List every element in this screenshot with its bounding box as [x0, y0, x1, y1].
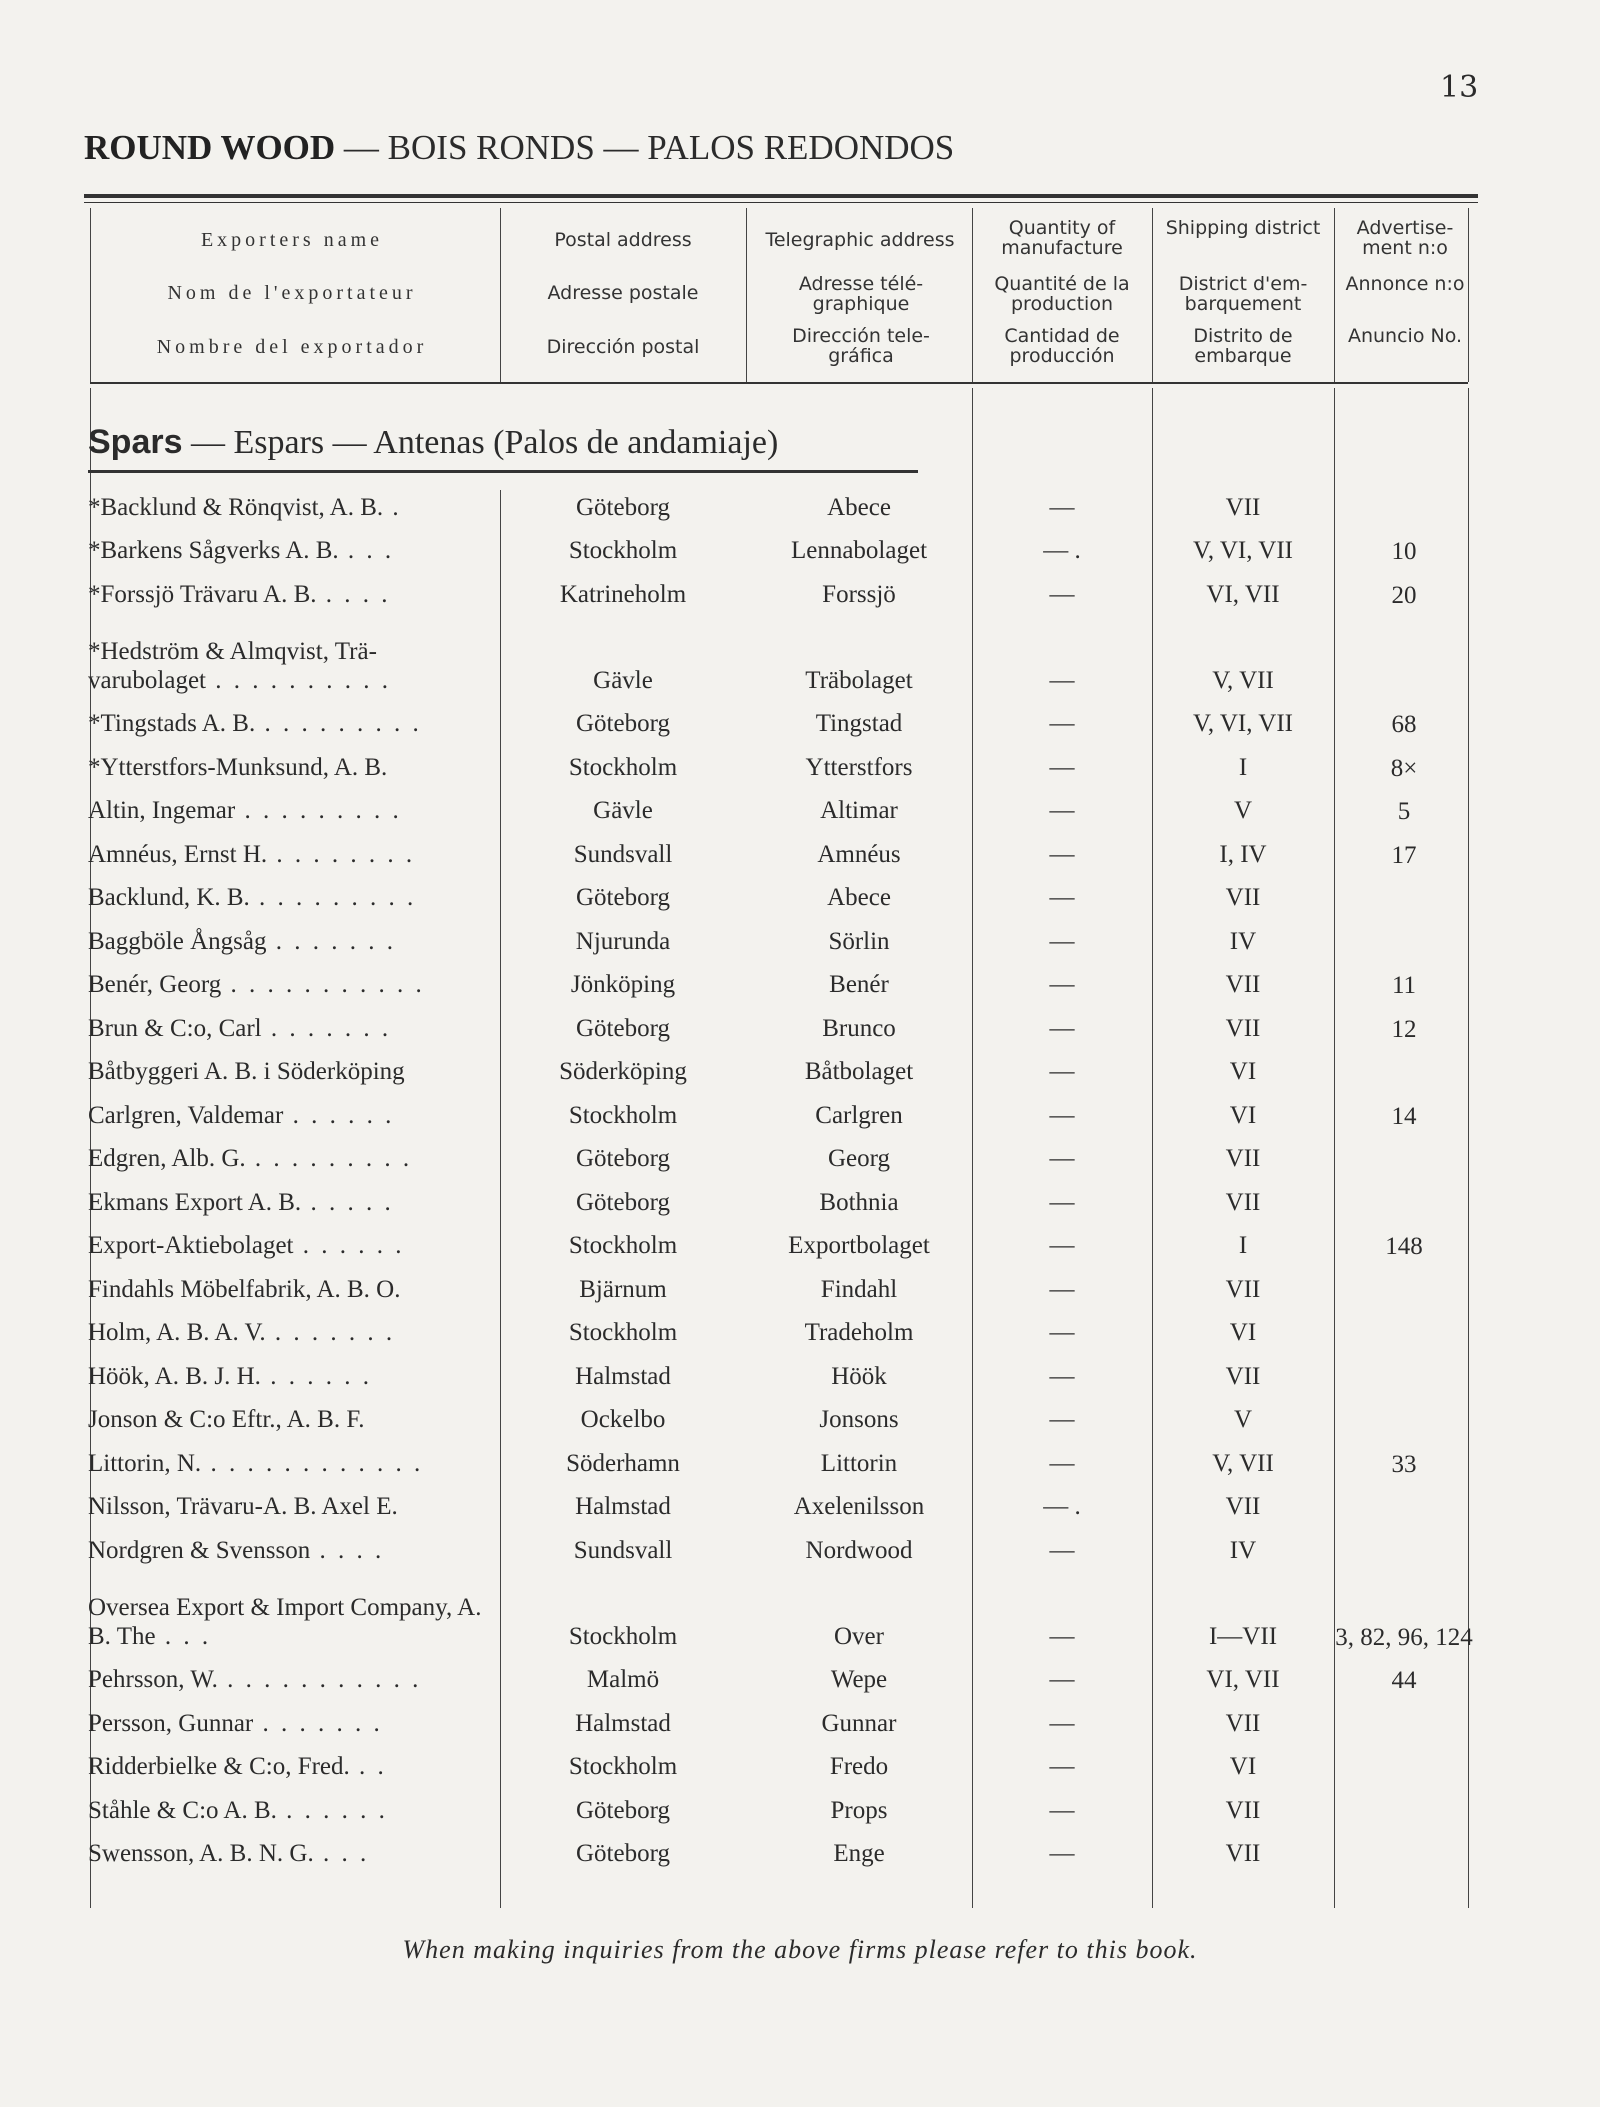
quantity: — — [1049, 580, 1075, 608]
table-row — [0, 1831, 1600, 1875]
telegraphic-address: Abece — [827, 884, 891, 911]
header-exporter-en: Exporters name — [200, 229, 384, 251]
postal-address: Göteborg — [576, 884, 670, 911]
advertisement-number: 17 — [1391, 841, 1417, 869]
postal-address: Gävle — [593, 666, 653, 694]
shipping-district: VII — [1225, 1275, 1261, 1303]
shipping-district: I — [1238, 1232, 1248, 1259]
leader-dots: . . . — [338, 537, 395, 564]
postal-address: Sundsvall — [573, 840, 673, 868]
shipping-district: VII — [1225, 1709, 1261, 1737]
exporter-name-text: Oversea Export & Import Company, A. B. The — [88, 1593, 482, 1650]
postal-address: Halmstad — [575, 1493, 671, 1520]
header-exporter-es: Nombre del exportador — [156, 336, 428, 358]
leader-dots: . . . . . . . . . — [235, 797, 402, 824]
exporter-name — [88, 1014, 488, 1043]
quantity: — — [1049, 710, 1075, 737]
telegraphic-address: Amnéus — [817, 840, 901, 868]
shipping-district: VII — [1225, 1362, 1261, 1390]
postal-address: Stockholm — [568, 537, 678, 564]
exporter-name — [88, 580, 488, 609]
table-row — [0, 1005, 1600, 1049]
telegraphic-address: Bothnia — [819, 1188, 899, 1216]
shipping-district: I — [1238, 753, 1248, 781]
header-divider — [972, 208, 973, 382]
telegraphic-address: Sörlin — [828, 927, 890, 955]
quantity: — — [1049, 493, 1075, 521]
quantity: — — [1049, 1449, 1075, 1477]
exporter-name — [88, 493, 488, 522]
header-quantity-en: Quantity of manufacture — [1001, 217, 1123, 259]
table-row — [0, 528, 1600, 572]
quantity: — — [1049, 1058, 1075, 1085]
telegraphic-address: Gunnar — [821, 1709, 897, 1737]
table-row — [0, 831, 1600, 875]
exporter-name-text: Ståhle & C:o A. B. — [88, 1796, 277, 1824]
page-title — [84, 128, 954, 168]
quantity: — — [1049, 927, 1075, 955]
leader-dots: . . . . . . . . . . . — [221, 971, 425, 998]
top-rule — [84, 194, 1478, 198]
exporter-name-text: *Ytterstfors-Munksund, A. B. — [88, 753, 388, 781]
exporter-name-text: Pehrsson, W. — [88, 1666, 218, 1693]
exporter-name — [88, 637, 488, 695]
leader-dots: . . . . . . — [260, 1362, 372, 1390]
shipping-district: VII — [1225, 884, 1261, 911]
shipping-district: VI — [1229, 1319, 1257, 1346]
advertisement-number: 68 — [1391, 711, 1417, 738]
header-telegraphic-en: Telegraphic address — [765, 229, 955, 251]
telegraphic-address: Jonsons — [819, 1406, 899, 1433]
telegraphic-address: Tradeholm — [804, 1319, 914, 1346]
postal-address: Njurunda — [575, 927, 671, 955]
header-divider — [1334, 208, 1335, 382]
shipping-district: V — [1233, 797, 1253, 824]
exporter-name — [88, 1536, 488, 1565]
quantity: — — [1049, 1362, 1075, 1390]
shipping-district: VI, VII — [1206, 580, 1280, 608]
telegraphic-address: Carlgren — [815, 1101, 903, 1129]
shipping-district: VII — [1225, 1493, 1261, 1520]
exporter-name — [88, 927, 488, 956]
exporter-name-text: *Barkens Sågverks A. B. — [88, 537, 339, 564]
advertisement-number: 44 — [1391, 1667, 1417, 1694]
telegraphic-address: Georg — [827, 1145, 891, 1172]
exporter-name — [88, 1275, 488, 1304]
title-rest: — BOIS RONDS — PALOS REDONDOS — [335, 128, 955, 167]
postal-address: Sundsvall — [573, 1536, 673, 1564]
advertisement-number: 20 — [1391, 581, 1417, 609]
quantity: — . — [1043, 537, 1081, 564]
quantity: — — [1049, 1536, 1075, 1564]
exporter-name — [88, 1796, 488, 1825]
exporter-name-text: Edgren, Alb. G. — [88, 1145, 246, 1172]
advertisement-number: 12 — [1391, 1015, 1417, 1043]
telegraphic-address: Findahl — [820, 1275, 898, 1303]
exporter-name-text: *Backlund & Rönqvist, A. B. — [88, 493, 384, 521]
exporter-name — [88, 1231, 488, 1260]
table-row — [0, 1179, 1600, 1223]
telegraphic-address: Altimar — [820, 797, 898, 824]
title-bold: ROUND WOOD — [84, 128, 336, 167]
header-advert-es: Anuncio No. — [1347, 325, 1463, 347]
telegraphic-address: Lennabolaget — [790, 537, 928, 564]
top-rule-thin — [84, 202, 1478, 203]
exporter-name-text: Backlund, K. B. — [88, 884, 250, 911]
telegraphic-address: Enge — [833, 1840, 885, 1867]
table-row — [0, 1266, 1600, 1310]
header-advert-fr: Annonce n:o — [1345, 273, 1465, 295]
exporter-name-text: Benér, Georg — [88, 971, 222, 998]
shipping-district: V — [1233, 1406, 1253, 1433]
header-telegraphic-es: Dirección tele-gráfica — [792, 325, 930, 367]
telegraphic-address: Littorin — [820, 1449, 898, 1477]
shipping-district: IV — [1229, 1536, 1257, 1564]
exporter-name — [88, 1362, 488, 1391]
advertisement-number: 5 — [1397, 798, 1411, 825]
leader-dots: . . . . . . . . . . — [206, 666, 392, 694]
table-row — [0, 1700, 1600, 1744]
exporter-name — [88, 709, 488, 738]
header-divider — [746, 208, 747, 382]
shipping-district: IV — [1229, 927, 1257, 955]
leader-dots: . . . . . . . — [261, 1014, 392, 1042]
shipping-district: V, VI, VII — [1192, 537, 1293, 564]
leader-dots: . . . . . . . . . — [245, 1145, 413, 1172]
table-row — [0, 615, 1600, 701]
exporter-name — [88, 753, 488, 782]
leader-dots: . . — [349, 1753, 387, 1780]
advertisement-number: 148 — [1385, 1233, 1423, 1260]
leader-dots: . . . — [313, 1840, 370, 1867]
table-row — [0, 1092, 1600, 1136]
exporter-name-text: Baggböle Ångsåg — [88, 927, 267, 955]
advertisement-number: 3, 82, 96, 124 — [1335, 1623, 1473, 1651]
header-bottom-rule — [90, 382, 1468, 384]
exporter-name — [88, 1144, 488, 1173]
telegraphic-address: Brunco — [822, 1014, 896, 1042]
table-row — [0, 788, 1600, 832]
postal-address: Katrineholm — [559, 580, 687, 608]
quantity: — — [1049, 1796, 1075, 1824]
advertisement-number: 10 — [1391, 538, 1417, 565]
shipping-district: VII — [1225, 1796, 1261, 1824]
exporter-name — [88, 1709, 488, 1738]
leader-dots: . . . . . . . — [265, 1319, 396, 1346]
footer-note: When making inquiries from the above firms please refer to this book. — [402, 1935, 1198, 1964]
section-heading-bold: Spars — [88, 423, 183, 461]
leader-dots: . . . — [155, 1622, 212, 1650]
leader-dots: . . . . . . . — [266, 927, 396, 955]
table-row — [0, 1484, 1600, 1528]
postal-address: Göteborg — [576, 1796, 670, 1824]
postal-address: Bjärnum — [579, 1275, 667, 1303]
exporter-name-text: Jonson & C:o Eftr., A. B. F. — [88, 1406, 365, 1433]
exporter-name-text: Findahls Möbelfabrik, A. B. O. — [88, 1275, 401, 1303]
quantity: — — [1049, 1145, 1075, 1172]
header-shipping-en: Shipping district — [1165, 217, 1321, 239]
table-row — [0, 875, 1600, 919]
quantity: — — [1049, 884, 1075, 911]
exporter-name-text: Ridderbielke & C:o, Fred. — [88, 1753, 350, 1780]
shipping-district: V, VI, VII — [1192, 710, 1293, 737]
header-shipping-fr: District d'em-barquement — [1178, 273, 1308, 315]
page-number: 13 — [1440, 70, 1479, 105]
exporter-name-text: Export-Aktiebolaget — [88, 1232, 294, 1259]
leader-dots: . . . . — [310, 1536, 385, 1564]
exporter-name — [88, 796, 488, 825]
exporter-name-text: Persson, Gunnar — [88, 1709, 254, 1737]
exporter-name — [88, 1492, 488, 1521]
table-row — [0, 1440, 1600, 1484]
exporter-name-text: Holm, A. B. A. V. — [88, 1319, 266, 1346]
advertisement-number: 11 — [1391, 972, 1417, 999]
quantity: — — [1049, 1101, 1075, 1129]
exporter-name — [88, 1318, 488, 1347]
exporter-name-text: Brun & C:o, Carl — [88, 1014, 262, 1042]
telegraphic-address: Over — [834, 1622, 884, 1650]
quantity: — — [1049, 1319, 1075, 1346]
quantity: — — [1049, 1275, 1075, 1303]
header-telegraphic-fr: Adresse télé-graphique — [798, 273, 924, 315]
shipping-district: VII — [1225, 971, 1261, 998]
exporter-name-text: Båtbyggeri A. B. i Söderköping — [88, 1058, 405, 1085]
exporter-name-text: Höök, A. B. J. H. — [88, 1362, 261, 1390]
exporter-name — [88, 1188, 488, 1217]
telegraphic-address: Båtbolaget — [804, 1058, 914, 1085]
telegraphic-address: Nordwood — [805, 1536, 913, 1564]
exporter-name — [88, 1665, 488, 1694]
advertisement-number: 8× — [1390, 754, 1418, 782]
exporter-name-text: Swensson, A. B. N. G. — [88, 1840, 314, 1867]
section-heading — [88, 423, 778, 462]
shipping-district: VII — [1225, 1014, 1261, 1042]
quantity: — — [1049, 1709, 1075, 1737]
telegraphic-address: Wepe — [830, 1666, 888, 1693]
postal-address: Stockholm — [568, 1232, 678, 1259]
section-underline — [88, 470, 918, 473]
exporter-name-text: Amnéus, Ernst H. — [88, 840, 268, 868]
shipping-district: VI, VII — [1206, 1666, 1280, 1693]
table-row — [0, 1223, 1600, 1267]
postal-address: Göteborg — [576, 1840, 670, 1867]
postal-address: Stockholm — [568, 753, 678, 781]
quantity: — — [1049, 1406, 1075, 1433]
table-row — [0, 1571, 1600, 1657]
exporter-name-text: *Tingstads A. B. — [88, 710, 256, 737]
postal-address: Göteborg — [576, 1145, 670, 1172]
table-row — [0, 1744, 1600, 1788]
shipping-district: V, VII — [1212, 666, 1274, 694]
exporter-name — [88, 1839, 488, 1868]
postal-address: Halmstad — [575, 1362, 671, 1390]
advertisement-number: 33 — [1391, 1450, 1417, 1478]
leader-dots: . . . . . . — [276, 1796, 388, 1824]
header-advert-en: Advertise-ment n:o — [1356, 217, 1454, 259]
postal-address: Ockelbo — [580, 1406, 666, 1433]
header-divider — [90, 208, 91, 382]
quantity: — — [1049, 1753, 1075, 1780]
postal-address: Malmö — [586, 1666, 660, 1693]
header-quantity-fr: Quantité de la production — [994, 273, 1130, 315]
advertisement-number: 14 — [1391, 1102, 1417, 1130]
exporter-name-text: *Forssjö Trävaru A. B. — [88, 580, 317, 608]
leader-dots: . . . . . . — [293, 1232, 405, 1259]
quantity: — — [1049, 971, 1075, 998]
leader-dots: . . . . . . . . . . . . — [201, 1449, 424, 1477]
postal-address: Stockholm — [568, 1319, 678, 1346]
telegraphic-address: Axelenilsson — [793, 1493, 925, 1520]
shipping-district: I, IV — [1219, 840, 1267, 868]
postal-address: Halmstad — [575, 1709, 671, 1737]
table-row — [0, 962, 1600, 1006]
header-divider — [500, 208, 501, 382]
telegraphic-address: Tingstad — [815, 710, 903, 737]
quantity: — — [1049, 666, 1075, 694]
table-row — [0, 918, 1600, 962]
telegraphic-address: Abece — [827, 493, 891, 521]
postal-address: Stockholm — [568, 1101, 678, 1129]
shipping-district: I—VII — [1208, 1622, 1278, 1650]
header-postal-es: Dirección postal — [546, 336, 700, 358]
header-divider — [1152, 208, 1153, 382]
header-postal-fr: Adresse postale — [547, 282, 699, 304]
shipping-district: VI — [1229, 1058, 1257, 1085]
exporter-name-text: *Hedström & Almqvist, Trä-varubolaget — [88, 637, 377, 694]
table-row — [0, 1787, 1600, 1831]
quantity: — — [1049, 1232, 1075, 1259]
table-row — [0, 744, 1600, 788]
exporter-name-text: Altin, Ingemar — [88, 797, 236, 824]
shipping-district: V, VII — [1212, 1449, 1274, 1477]
postal-address: Jönköping — [570, 971, 676, 998]
shipping-district: VII — [1225, 1188, 1261, 1216]
postal-address: Stockholm — [568, 1753, 678, 1780]
exporter-name-text: Nilsson, Trävaru-A. B. Axel E. — [88, 1493, 398, 1520]
postal-address: Göteborg — [576, 1014, 670, 1042]
telegraphic-address: Forssjö — [822, 580, 896, 608]
shipping-district: VI — [1229, 1101, 1257, 1129]
table-row — [0, 484, 1600, 528]
quantity: — — [1049, 1622, 1075, 1650]
table-row — [0, 701, 1600, 745]
quantity: — . — [1043, 1493, 1081, 1520]
table-row — [0, 1049, 1600, 1093]
table-row — [0, 1397, 1600, 1441]
shipping-district: VII — [1225, 493, 1261, 521]
exporter-name — [88, 1752, 488, 1781]
quantity: — — [1049, 1666, 1075, 1693]
table-row — [0, 1136, 1600, 1180]
quantity: — — [1049, 840, 1075, 868]
header-quantity-es: Cantidad de producción — [1004, 325, 1120, 367]
table-row — [0, 1527, 1600, 1571]
exporter-name-text: Ekmans Export A. B. — [88, 1188, 302, 1216]
header-postal-en: Postal address — [554, 229, 692, 251]
telegraphic-address: Props — [830, 1796, 888, 1824]
postal-address: Göteborg — [576, 1188, 670, 1216]
leader-dots: . . . . — [316, 580, 391, 608]
exporter-name-text: Nordgren & Svensson — [88, 1536, 311, 1564]
table-row — [0, 571, 1600, 615]
exporter-name — [88, 1405, 488, 1434]
telegraphic-address: Benér — [829, 971, 889, 998]
postal-address: Stockholm — [568, 1622, 678, 1650]
shipping-district: VII — [1225, 1145, 1261, 1172]
exporter-name-text: Carlgren, Valdemar — [88, 1101, 284, 1129]
exporter-name — [88, 840, 488, 869]
section-heading-rest: — Espars — Antenas (Palos de andamiaje) — [182, 424, 779, 461]
header-shipping-es: Distrito de embarque — [1193, 325, 1293, 367]
telegraphic-address: Höök — [831, 1362, 887, 1390]
quantity: — — [1049, 797, 1075, 824]
exporter-name — [88, 1449, 488, 1478]
exporter-name-text: Littorin, N. — [88, 1449, 202, 1477]
quantity: — — [1049, 1188, 1075, 1216]
exporter-name — [88, 970, 488, 999]
leader-dots: . . . . . . . . . — [255, 710, 422, 737]
telegraphic-address: Ytterstfors — [805, 753, 913, 781]
quantity: — — [1049, 1014, 1075, 1042]
leader-dots: . . . . . . . . . . . — [217, 1666, 422, 1693]
telegraphic-address: Exportbolaget — [788, 1232, 930, 1259]
postal-address: Söderhamn — [566, 1449, 680, 1477]
leader-dots: . — [383, 493, 402, 521]
table-row — [0, 1353, 1600, 1397]
exporter-name — [88, 883, 488, 912]
postal-address: Gävle — [593, 797, 653, 824]
postal-address: Söderköping — [559, 1058, 687, 1085]
header-exporter-fr: Nom de l'exportateur — [167, 282, 417, 304]
leader-dots: . . . . . . . — [253, 1709, 383, 1737]
leader-dots: . . . . . . . . — [267, 840, 416, 868]
quantity: — — [1049, 1840, 1075, 1867]
telegraphic-address: Träbolaget — [805, 666, 913, 694]
telegraphic-address: Fredo — [829, 1753, 889, 1780]
table-row — [0, 1310, 1600, 1354]
table-row — [0, 1657, 1600, 1701]
shipping-district: VI — [1229, 1753, 1257, 1780]
postal-address: Göteborg — [576, 710, 670, 737]
exporter-name — [88, 1593, 488, 1651]
exporter-name — [88, 536, 488, 565]
exporter-name — [88, 1057, 488, 1086]
shipping-district: VII — [1225, 1840, 1261, 1867]
postal-address: Göteborg — [576, 493, 670, 521]
header-divider — [1468, 208, 1469, 382]
leader-dots: . . . . . . — [283, 1101, 395, 1129]
leader-dots: . . . . . — [301, 1188, 394, 1216]
leader-dots: . . . . . . . . . — [249, 884, 417, 911]
quantity: — — [1049, 753, 1075, 781]
exporter-name — [88, 1101, 488, 1130]
